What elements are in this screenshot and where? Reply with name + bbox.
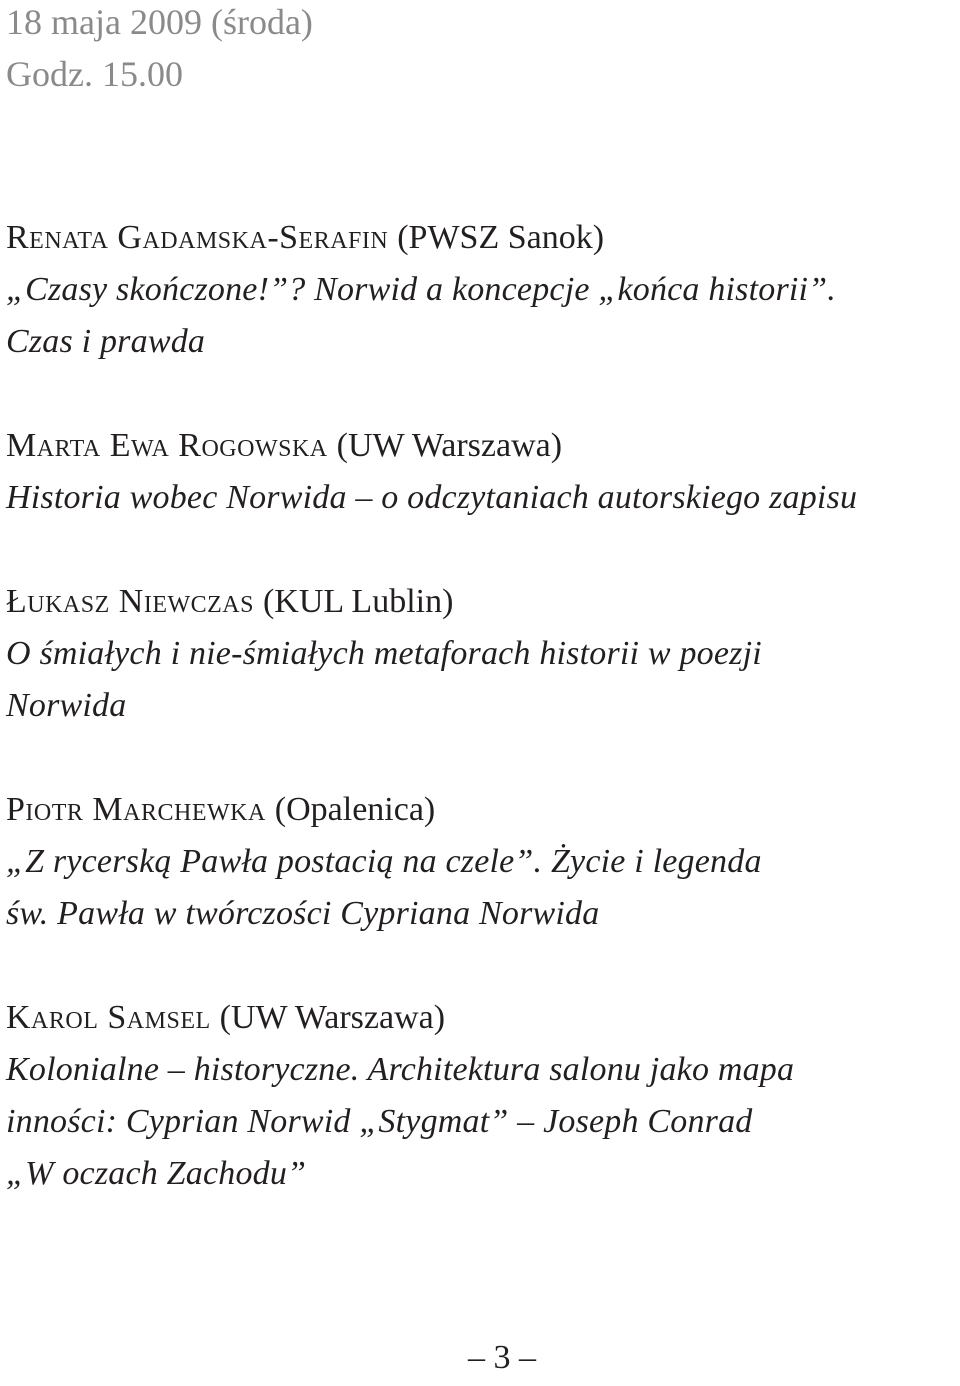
talk-speaker: [6, 576, 956, 628]
talk-list: [6, 212, 956, 1200]
speaker-name: Piotr Marchewka: [6, 791, 266, 828]
talk-entry: [6, 420, 956, 524]
speaker-name: Karol Samsel: [6, 999, 211, 1036]
document-page: [6, 0, 956, 1200]
talk-entry: [6, 784, 956, 940]
talk-title-line: Czas i prawda: [6, 323, 206, 360]
talk-title-line: „Czasy skończone!”? Norwid a koncepcje „końca historii”.: [6, 271, 836, 308]
speaker-affiliation: (KUL Lublin): [262, 583, 454, 620]
speaker-name: Łukasz Niewczas: [6, 583, 254, 620]
talk-title-line: O śmiałych i nie-śmiałych metaforach historii w poezji: [6, 635, 762, 672]
talk-title-line: inności: Cyprian Norwid „Stygmat” – Joseph Conrad: [6, 1103, 753, 1140]
talk-entry: [6, 576, 956, 732]
talk-speaker: [6, 992, 956, 1044]
talk-entry: [6, 992, 956, 1200]
speaker-name: Renata Gadamska-Serafin: [6, 219, 389, 256]
session-time: Godz. 15.00: [6, 54, 183, 94]
talk-title-line: Norwida: [6, 687, 127, 724]
talk-title-line: „W oczach Zachodu”: [6, 1155, 307, 1192]
speaker-affiliation: (UW Warszawa): [336, 427, 563, 464]
talk-title: [6, 1044, 956, 1200]
session-header: [6, 0, 956, 100]
speaker-affiliation: (Opalenica): [274, 791, 436, 828]
talk-speaker: [6, 784, 956, 836]
talk-title: [6, 628, 956, 732]
talk-title-line: św. Pawła w twórczości Cypriana Norwida: [6, 895, 600, 932]
talk-title: [6, 264, 956, 368]
talk-title-line: Historia wobec Norwida – o odczytaniach autorskiego zapisu: [6, 479, 858, 516]
speaker-affiliation: (UW Warszawa): [219, 999, 446, 1036]
page-number: – 3 –: [468, 1339, 536, 1376]
speaker-affiliation: (PWSZ Sanok): [397, 219, 605, 256]
talk-entry: [6, 212, 956, 368]
speaker-name: Marta Ewa Rogowska: [6, 427, 328, 464]
talk-speaker: [6, 212, 956, 264]
talk-title: [6, 836, 956, 940]
talk-speaker: [6, 420, 956, 472]
talk-title: [6, 472, 956, 524]
talk-title-line: „Z rycerską Pawła postacią na czele”. Życie i legenda: [6, 843, 762, 880]
session-date: 18 maja 2009 (środa): [6, 2, 313, 42]
talk-title-line: Kolonialne – historyczne. Architektura salonu jako mapa: [6, 1051, 795, 1088]
